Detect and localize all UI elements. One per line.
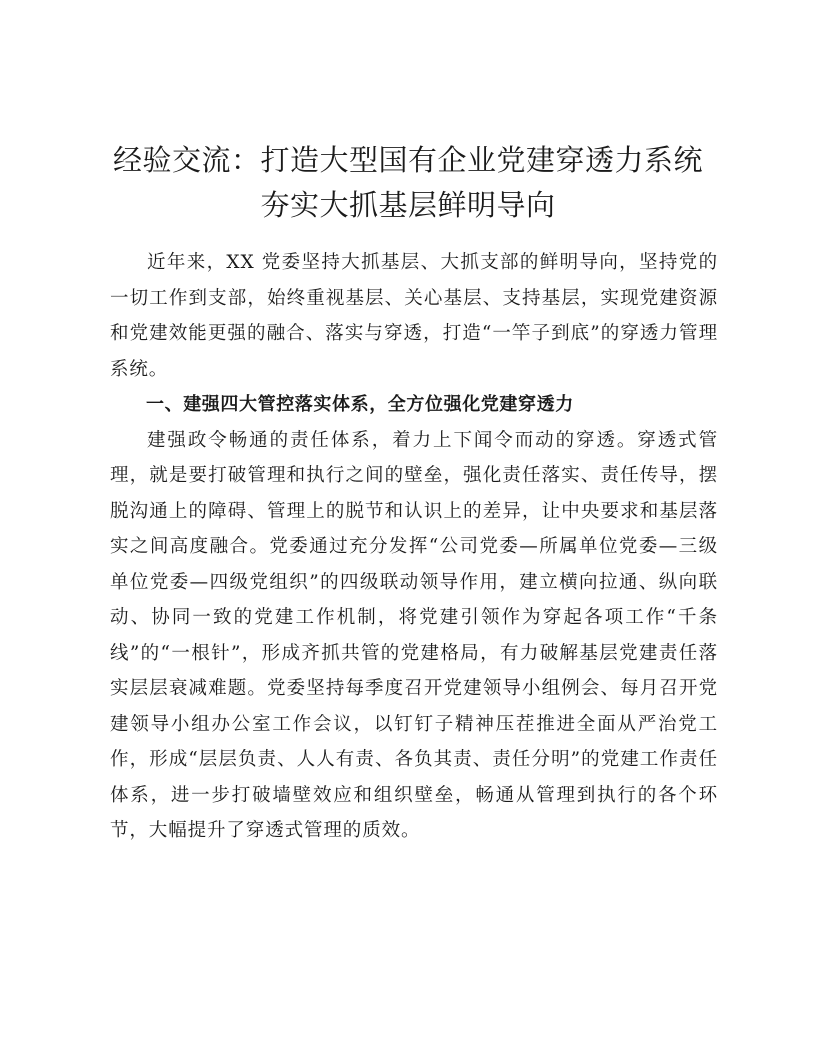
section-heading-1: 一、建强四大管控落实体系，全方位强化党建穿透力	[146, 394, 574, 415]
document-title	[100, 138, 716, 228]
title-line-2: 夯实大抓基层鲜明导向	[260, 188, 556, 222]
document-body	[110, 245, 718, 849]
title-line-1: 经验交流：打造大型国有企业党建穿透力系统	[112, 143, 703, 177]
section-1-paragraph: 建强政令畅通的责任体系，着力上下闻令而动的穿透。穿透式管理，就是要打破管理和执行之间的壁垒，强化责任落实、责任传导，摆脱沟通上的障碍、管理上的脱节和认识上的差异，让中央要求和基层落实之间高度融合。党委通过充分发挥“公司党委—所属单位党委—三级单位党委—四级党组织”的四级联动领导作用，建立横向拉通、纵向联动、协同一致的党建工作机制，将党建引领作为穿起各项工作“千条线”的“一根针”，形成齐抓共管的党建格局，有力破解基层党建责任落实层层衰减难题。党委坚持每季度召开党建领导小组例会、每月召开党建领导小组办公室工作会议，以钉钉子精神压茬推进全面从严治党工作，形成“层层负责、人人有责、各负其责、责任分明”的党建工作责任体系，进一步打破墙壁效应和组织壁垒，畅通从管理到执行的各个环节，大幅提升了穿透式管理的质效。	[110, 429, 718, 841]
intro-paragraph: 近年来，XX 党委坚持大抓基层、大抓支部的鲜明导向，坚持党的一切工作到支部，始终重视基层、关心基层、支持基层，实现党建资源和党建效能更强的融合、落实与穿透，打造“一竿子到底”的穿透力管理系统。	[110, 252, 718, 380]
